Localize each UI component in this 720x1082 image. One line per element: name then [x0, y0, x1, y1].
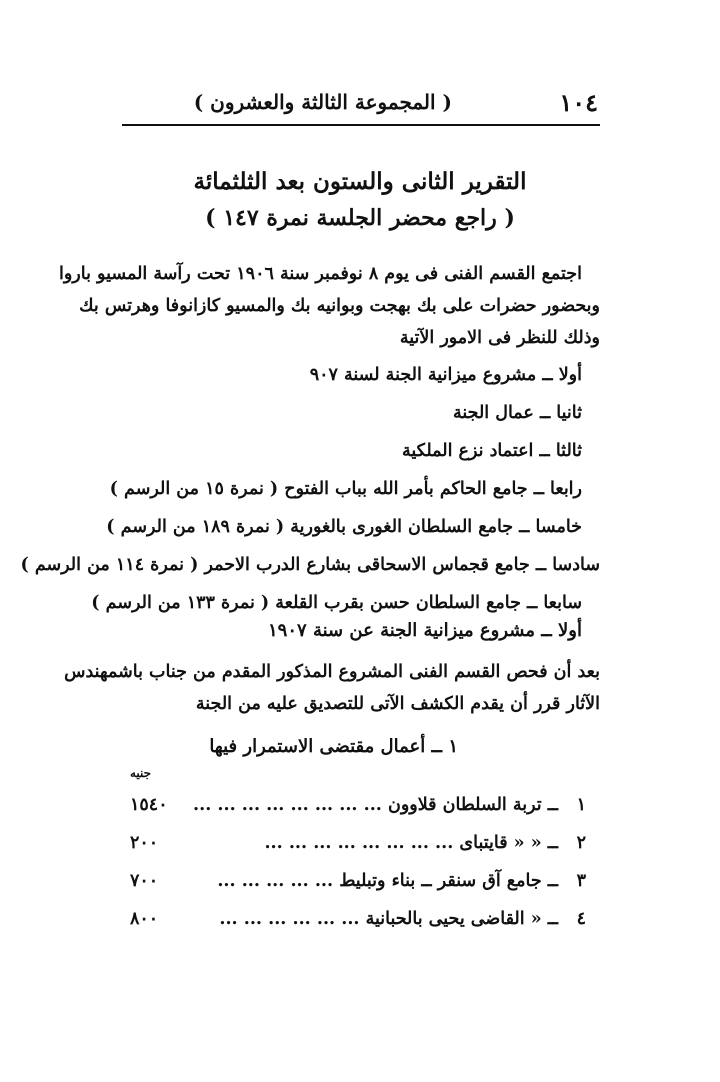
agenda-item: أولا ــ مشروع ميزانية الجنة لسنة ٩٠٧: [309, 365, 582, 385]
section-one-paragraph: [64, 656, 600, 720]
report-title: التقرير الثانى والستون بعد الثلثمائة: [193, 168, 527, 195]
running-title: ( المجموعة الثالثة والعشرون ): [193, 90, 452, 114]
row-description: ــ « « قايتباى ... ... ... ... ... ... ... ...: [264, 833, 558, 853]
row-amount: ١٥٤٠: [130, 795, 168, 815]
agenda-item: سادسا ــ جامع قجماس الاسحاقى بشارع الدرب الاحمر ( نمرة ١١٤ من الرسم ): [20, 555, 600, 575]
row-amount: ٢٠٠: [130, 833, 159, 853]
section-one-line: بعد أن فحص القسم الفنى المشروع المذكور المقدم من جناب باشمهندس: [64, 662, 600, 682]
currency-label: جنيه: [130, 766, 152, 780]
works-heading: ١ ــ أعمال مقتضى الاستمرار فيها: [209, 736, 458, 757]
works-row: [120, 786, 600, 824]
agenda-item: ثانيا ــ عمال الجنة: [453, 403, 582, 423]
row-description: ــ « القاضى يحيى بالحبانية ... ... ... ... ... ...: [219, 909, 558, 929]
works-row: [120, 862, 600, 900]
report-subtitle: ( راجع محضر الجلسة نمرة ١٤٧ ): [205, 205, 515, 231]
works-row: [120, 824, 600, 862]
section-one-line: الآثار قرر أن يقدم الكشف الآتى للتصديق عليه من الجنة: [195, 694, 600, 714]
page-number: ١٠٤: [559, 88, 598, 117]
agenda-list: [20, 356, 600, 622]
intro-paragraph: [58, 258, 600, 354]
row-number: ٣: [576, 871, 586, 891]
works-row: [120, 900, 600, 938]
row-number: ١: [576, 795, 586, 815]
row-number: ٤: [576, 909, 586, 929]
row-amount: ٨٠٠: [130, 909, 159, 929]
works-table: [120, 786, 600, 938]
row-description: ــ تربة السلطان قلاوون ... ... ... ... ... ... ... ...: [193, 795, 558, 815]
intro-line: وذلك للنظر فى الامور الآتية: [399, 328, 600, 348]
header-rule: [122, 124, 600, 126]
section-one-heading: أولا ــ مشروع ميزانية الجنة عن سنة ١٩٠٧: [268, 620, 582, 641]
agenda-item: ثالثا ــ اعتماد نزع الملكية: [402, 441, 582, 461]
row-description: ــ جامع آق سنقر ــ بناء وتبليط ... ... ... ... ...: [217, 871, 558, 891]
page-header: [120, 88, 600, 122]
row-number: ٢: [576, 833, 586, 853]
intro-line: وبحضور حضرات على بك بهجت وبوانيه بك والمسيو كازانوفا وهرتس بك: [79, 296, 600, 316]
row-amount: ٧٠٠: [130, 871, 159, 891]
intro-line: اجتمع القسم الفنى فى يوم ٨ نوفمبر سنة ١٩٠٦ تحت رآسة المسيو باروا: [58, 264, 582, 284]
agenda-item: خامسا ــ جامع السلطان الغورى بالغورية ( نمرة ١٨٩ من الرسم ): [106, 517, 582, 537]
agenda-item: سابعا ــ جامع السلطان حسن بقرب القلعة ( نمرة ١٣٣ من الرسم ): [91, 593, 582, 613]
agenda-item: رابعا ــ جامع الحاكم بأمر الله بباب الفتوح ( نمرة ١٥ من الرسم ): [109, 479, 582, 499]
